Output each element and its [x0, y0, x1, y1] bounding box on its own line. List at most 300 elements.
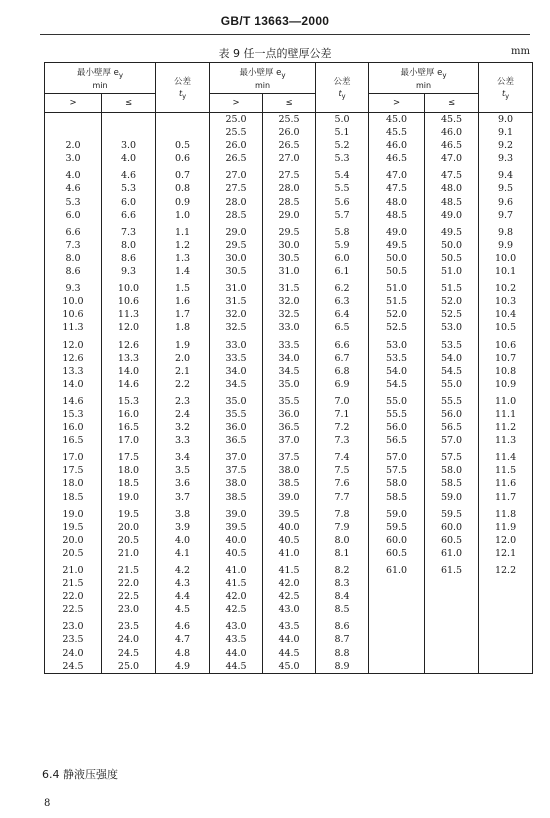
table-row [45, 421, 533, 434]
table-cell: 1.4 [156, 265, 210, 278]
table-cell: 47.0 [369, 165, 425, 182]
table-cell: 43.0 [210, 616, 263, 633]
table-cell: 30.5 [210, 265, 263, 278]
table-cell: 8.8 [316, 647, 369, 660]
table-cell: 26.0 [210, 139, 263, 152]
table-cell: 34.5 [263, 365, 316, 378]
table-cell: 41.5 [210, 577, 263, 590]
table-cell: 4.0 [45, 165, 102, 182]
table-cell [102, 113, 156, 127]
table-cell: 23.0 [102, 603, 156, 616]
table-cell: 57.0 [425, 434, 479, 447]
table-cell: 4.5 [156, 603, 210, 616]
table-cell: 10.7 [479, 352, 533, 365]
table-cell: 8.2 [316, 560, 369, 577]
gt-header-3: > [369, 94, 425, 113]
table-row [45, 633, 533, 646]
table-cell: 7.0 [316, 391, 369, 408]
table-cell: 45.0 [263, 660, 316, 674]
table-cell: 53.5 [369, 352, 425, 365]
table-cell: 30.0 [263, 239, 316, 252]
table-cell: 9.3 [479, 152, 533, 165]
table-cell: 17.0 [45, 447, 102, 464]
table-cell: 37.0 [210, 447, 263, 464]
table-cell: 40.0 [210, 534, 263, 547]
table-cell: 50.0 [369, 252, 425, 265]
table-cell: 54.0 [425, 352, 479, 365]
table-cell: 35.0 [263, 378, 316, 391]
table-cell: 16.5 [45, 434, 102, 447]
table-cell: 21.5 [102, 560, 156, 577]
table-cell [479, 647, 533, 660]
table-cell: 31.5 [263, 278, 316, 295]
table-cell: 10.9 [479, 378, 533, 391]
table-cell: 59.5 [425, 504, 479, 521]
table-cell: 12.6 [102, 335, 156, 352]
table-cell: 6.6 [102, 209, 156, 222]
table-cell: 38.0 [263, 464, 316, 477]
table-row [45, 335, 533, 352]
table-cell: 31.0 [263, 265, 316, 278]
table-cell [369, 616, 425, 633]
table-row [45, 165, 533, 182]
table-cell: 38.0 [210, 477, 263, 490]
table-cell: 11.9 [479, 521, 533, 534]
table-cell: 49.0 [369, 222, 425, 239]
table-cell: 18.5 [102, 477, 156, 490]
table-cell: 14.6 [102, 378, 156, 391]
table-cell [425, 603, 479, 616]
table-cell [479, 577, 533, 590]
table-cell: 10.0 [102, 278, 156, 295]
page-number: 8 [44, 798, 51, 809]
table-cell: 3.9 [156, 521, 210, 534]
table-cell: 22.5 [45, 603, 102, 616]
table-cell: 11.4 [479, 447, 533, 464]
table-cell: 0.8 [156, 182, 210, 195]
table-cell: 25.0 [210, 113, 263, 127]
table-cell: 9.5 [479, 182, 533, 195]
table-cell: 6.5 [316, 321, 369, 334]
table-cell [45, 126, 102, 139]
min-wall-header-group-2: 最小壁厚 $e_y$ min [210, 63, 316, 94]
table-cell: 55.0 [425, 378, 479, 391]
table-cell: 36.5 [210, 434, 263, 447]
table-cell: 11.6 [479, 477, 533, 490]
table-cell: 7.5 [316, 464, 369, 477]
table-cell: 54.0 [369, 365, 425, 378]
table-row [45, 278, 533, 295]
table-cell: 5.4 [316, 165, 369, 182]
table-cell [156, 113, 210, 127]
table-cell: 1.7 [156, 308, 210, 321]
table-cell: 52.5 [369, 321, 425, 334]
table-cell: 10.0 [45, 295, 102, 308]
table-cell: 46.0 [425, 126, 479, 139]
table-cell [369, 577, 425, 590]
table-cell: 31.0 [210, 278, 263, 295]
table-cell: 29.5 [210, 239, 263, 252]
table-cell: 14.6 [45, 391, 102, 408]
table-cell: 1.8 [156, 321, 210, 334]
table-cell: 9.6 [479, 196, 533, 209]
table-cell: 8.6 [102, 252, 156, 265]
table-cell: 7.3 [316, 434, 369, 447]
table-cell: 48.5 [369, 209, 425, 222]
table-cell: 19.0 [102, 491, 156, 504]
table-cell: 1.6 [156, 295, 210, 308]
table-cell: 44.5 [263, 647, 316, 660]
table-cell: 61.0 [369, 560, 425, 577]
table-cell: 17.5 [102, 447, 156, 464]
table-cell: 8.0 [316, 534, 369, 547]
table-cell: 8.3 [316, 577, 369, 590]
table-cell: 20.5 [102, 534, 156, 547]
table-cell: 33.5 [210, 352, 263, 365]
table-row [45, 113, 533, 127]
table-cell: 16.0 [45, 421, 102, 434]
table-cell: 6.6 [45, 222, 102, 239]
table-cell: 52.5 [425, 308, 479, 321]
table-cell: 35.0 [210, 391, 263, 408]
table-cell: 9.0 [479, 113, 533, 127]
table-cell: 47.0 [425, 152, 479, 165]
table-cell: 10.6 [479, 335, 533, 352]
table-cell: 8.5 [316, 603, 369, 616]
table-cell: 40.5 [210, 547, 263, 560]
table-cell: 17.5 [45, 464, 102, 477]
table-cell: 29.0 [210, 222, 263, 239]
table-cell: 3.4 [156, 447, 210, 464]
table-cell: 43.5 [263, 616, 316, 633]
table-cell: 51.5 [369, 295, 425, 308]
table-cell: 59.5 [369, 521, 425, 534]
table-row [45, 660, 533, 674]
table-cell: 43.0 [263, 603, 316, 616]
table-cell: 43.5 [210, 633, 263, 646]
table-cell [45, 113, 102, 127]
table-cell [425, 647, 479, 660]
le-header-3: ≤ [425, 94, 479, 113]
table-cell: 36.5 [263, 421, 316, 434]
gt-header-1: > [45, 94, 102, 113]
table-cell: 59.0 [369, 504, 425, 521]
table-cell: 50.5 [425, 252, 479, 265]
table-cell: 12.2 [479, 560, 533, 577]
table-cell: 53.5 [425, 335, 479, 352]
table-cell: 25.5 [210, 126, 263, 139]
table-cell: 11.3 [479, 434, 533, 447]
table-cell: 14.0 [102, 365, 156, 378]
tolerance-header-3: 公差 $t_y$ [479, 63, 533, 113]
table-row [45, 434, 533, 447]
table-cell: 39.0 [210, 504, 263, 521]
table-cell: 57.5 [425, 447, 479, 464]
table-cell: 7.3 [45, 239, 102, 252]
table-cell: 57.5 [369, 464, 425, 477]
table-cell: 5.6 [316, 196, 369, 209]
table-cell: 17.0 [102, 434, 156, 447]
table-cell: 32.5 [210, 321, 263, 334]
table-cell: 51.0 [425, 265, 479, 278]
table-cell: 22.0 [102, 577, 156, 590]
table-cell: 56.5 [425, 421, 479, 434]
table-cell: 51.5 [425, 278, 479, 295]
table-cell: 53.0 [369, 335, 425, 352]
table-cell: 49.5 [369, 239, 425, 252]
table-cell: 10.2 [479, 278, 533, 295]
table-cell: 4.6 [45, 182, 102, 195]
table-row [45, 152, 533, 165]
table-cell [369, 660, 425, 674]
table-cell: 6.7 [316, 352, 369, 365]
table-cell: 31.5 [210, 295, 263, 308]
table-cell: 13.3 [45, 365, 102, 378]
table-cell: 5.2 [316, 139, 369, 152]
table-cell: 7.3 [102, 222, 156, 239]
table-cell: 10.5 [479, 321, 533, 334]
table-cell: 2.3 [156, 391, 210, 408]
table-cell: 40.0 [263, 521, 316, 534]
table-row [45, 378, 533, 391]
table-cell: 6.1 [316, 265, 369, 278]
table-cell: 21.5 [45, 577, 102, 590]
table-cell: 3.5 [156, 464, 210, 477]
table-cell: 3.0 [45, 152, 102, 165]
table-cell: 61.5 [425, 560, 479, 577]
table-row [45, 521, 533, 534]
table-row [45, 352, 533, 365]
table-cell: 28.0 [263, 182, 316, 195]
table-cell [369, 603, 425, 616]
table-row [45, 196, 533, 209]
table-cell: 13.3 [102, 352, 156, 365]
table-cell: 55.5 [369, 408, 425, 421]
table-cell: 8.4 [316, 590, 369, 603]
table-cell: 12.1 [479, 547, 533, 560]
table-cell: 36.0 [263, 408, 316, 421]
table-cell: 4.1 [156, 547, 210, 560]
table-cell: 28.0 [210, 196, 263, 209]
table-cell: 58.5 [425, 477, 479, 490]
table-cell: 11.3 [102, 308, 156, 321]
table-cell: 22.0 [45, 590, 102, 603]
table-cell: 24.0 [45, 647, 102, 660]
table-cell: 3.3 [156, 434, 210, 447]
table-cell: 11.8 [479, 504, 533, 521]
table-cell: 0.7 [156, 165, 210, 182]
table-cell: 7.7 [316, 491, 369, 504]
table-cell: 5.3 [45, 196, 102, 209]
table-cell: 41.5 [263, 560, 316, 577]
table-cell: 58.5 [369, 491, 425, 504]
table-cell: 10.0 [479, 252, 533, 265]
table-cell: 11.2 [479, 421, 533, 434]
table-cell: 25.5 [263, 113, 316, 127]
table-row [45, 447, 533, 464]
table-cell: 8.7 [316, 633, 369, 646]
table-cell: 4.9 [156, 660, 210, 674]
table-cell: 9.3 [45, 278, 102, 295]
table-cell: 1.9 [156, 335, 210, 352]
table-cell: 26.5 [263, 139, 316, 152]
table-cell: 15.3 [45, 408, 102, 421]
table-cell: 6.0 [45, 209, 102, 222]
table-row [45, 308, 533, 321]
table-cell: 50.5 [369, 265, 425, 278]
table-cell: 60.5 [369, 547, 425, 560]
min-wall-header-group-3: 最小壁厚 $e_y$ min [369, 63, 479, 94]
table-cell: 4.3 [156, 577, 210, 590]
table-cell: 8.6 [316, 616, 369, 633]
table-cell: 47.5 [425, 165, 479, 182]
table-row [45, 321, 533, 334]
table-cell: 19.0 [45, 504, 102, 521]
gt-header-2: > [210, 94, 263, 113]
table-row [45, 547, 533, 560]
table-cell: 2.1 [156, 365, 210, 378]
table-cell: 38.5 [210, 491, 263, 504]
table-cell: 9.3 [102, 265, 156, 278]
table-cell: 33.0 [210, 335, 263, 352]
table-cell: 3.0 [102, 139, 156, 152]
table-cell: 61.0 [425, 547, 479, 560]
table-cell: 37.5 [263, 447, 316, 464]
table-cell: 27.0 [210, 165, 263, 182]
table-cell: 1.5 [156, 278, 210, 295]
table-cell: 24.5 [102, 647, 156, 660]
table-cell: 11.0 [479, 391, 533, 408]
table-cell [479, 633, 533, 646]
table-cell: 26.5 [210, 152, 263, 165]
table-cell: 10.1 [479, 265, 533, 278]
table-cell: 50.0 [425, 239, 479, 252]
table-cell: 12.0 [479, 534, 533, 547]
table-cell: 56.0 [369, 421, 425, 434]
table-cell: 49.5 [425, 222, 479, 239]
table-cell: 52.0 [369, 308, 425, 321]
table-cell: 4.7 [156, 633, 210, 646]
table-cell: 11.5 [479, 464, 533, 477]
table-cell: 23.0 [45, 616, 102, 633]
table-cell: 32.0 [263, 295, 316, 308]
table-cell: 34.0 [263, 352, 316, 365]
table-cell: 2.4 [156, 408, 210, 421]
table-cell: 7.2 [316, 421, 369, 434]
table-cell: 42.5 [263, 590, 316, 603]
table-row [45, 491, 533, 504]
table-cell: 41.0 [210, 560, 263, 577]
table-cell: 58.0 [369, 477, 425, 490]
table-cell: 56.0 [425, 408, 479, 421]
table-cell: 5.5 [316, 182, 369, 195]
table-cell: 12.0 [102, 321, 156, 334]
table-cell: 22.5 [102, 590, 156, 603]
table-row [45, 577, 533, 590]
table-cell [425, 616, 479, 633]
table-row [45, 616, 533, 633]
table-cell: 30.0 [210, 252, 263, 265]
table-cell: 27.0 [263, 152, 316, 165]
table-cell: 35.5 [210, 408, 263, 421]
table-row [45, 222, 533, 239]
table-cell: 42.0 [210, 590, 263, 603]
table-cell: 8.1 [316, 547, 369, 560]
table-cell: 32.0 [210, 308, 263, 321]
table-cell: 18.5 [45, 491, 102, 504]
table-cell: 7.1 [316, 408, 369, 421]
table-cell: 9.7 [479, 209, 533, 222]
le-header-2: ≤ [263, 94, 316, 113]
table-row [45, 209, 533, 222]
table-cell: 28.5 [210, 209, 263, 222]
table-cell: 8.6 [45, 265, 102, 278]
table-cell: 29.5 [263, 222, 316, 239]
table-cell: 19.5 [102, 504, 156, 521]
table-cell: 37.0 [263, 434, 316, 447]
table-cell: 33.0 [263, 321, 316, 334]
table-row [45, 126, 533, 139]
table-row [45, 295, 533, 308]
table-cell: 4.6 [156, 616, 210, 633]
table-cell: 10.6 [45, 308, 102, 321]
table-cell: 5.8 [316, 222, 369, 239]
table-cell: 38.5 [263, 477, 316, 490]
table-cell [425, 577, 479, 590]
table-cell: 28.5 [263, 196, 316, 209]
table-cell: 7.8 [316, 504, 369, 521]
table-cell: 5.3 [316, 152, 369, 165]
table-cell: 45.0 [369, 113, 425, 127]
table-cell: 23.5 [45, 633, 102, 646]
table-cell: 35.5 [263, 391, 316, 408]
table-row [45, 464, 533, 477]
table-cell: 11.1 [479, 408, 533, 421]
table-cell: 37.5 [210, 464, 263, 477]
table-cell: 39.5 [210, 521, 263, 534]
table-cell [369, 590, 425, 603]
table-cell: 34.0 [210, 365, 263, 378]
table-cell: 32.5 [263, 308, 316, 321]
table-cell: 8.9 [316, 660, 369, 674]
table-cell: 6.9 [316, 378, 369, 391]
table-cell: 1.0 [156, 209, 210, 222]
table-cell: 27.5 [210, 182, 263, 195]
table-cell [479, 616, 533, 633]
table-cell: 56.5 [369, 434, 425, 447]
table-cell: 3.7 [156, 491, 210, 504]
table-cell: 54.5 [425, 365, 479, 378]
table-cell: 42.0 [263, 577, 316, 590]
table-cell: 58.0 [425, 464, 479, 477]
table-cell: 9.1 [479, 126, 533, 139]
table-row [45, 252, 533, 265]
table-row [45, 182, 533, 195]
tolerance-header-1: 公差 $t_y$ [156, 63, 210, 113]
table-cell: 33.5 [263, 335, 316, 352]
table-row [45, 504, 533, 521]
table-cell: 48.0 [425, 182, 479, 195]
table-cell: 42.5 [210, 603, 263, 616]
table-cell: 21.0 [102, 547, 156, 560]
table-cell: 9.2 [479, 139, 533, 152]
table-row [45, 560, 533, 577]
table-cell: 7.4 [316, 447, 369, 464]
table-cell: 2.0 [45, 139, 102, 152]
table-cell: 57.0 [369, 447, 425, 464]
table-cell: 10.4 [479, 308, 533, 321]
tolerance-header-2: 公差 $t_y$ [316, 63, 369, 113]
